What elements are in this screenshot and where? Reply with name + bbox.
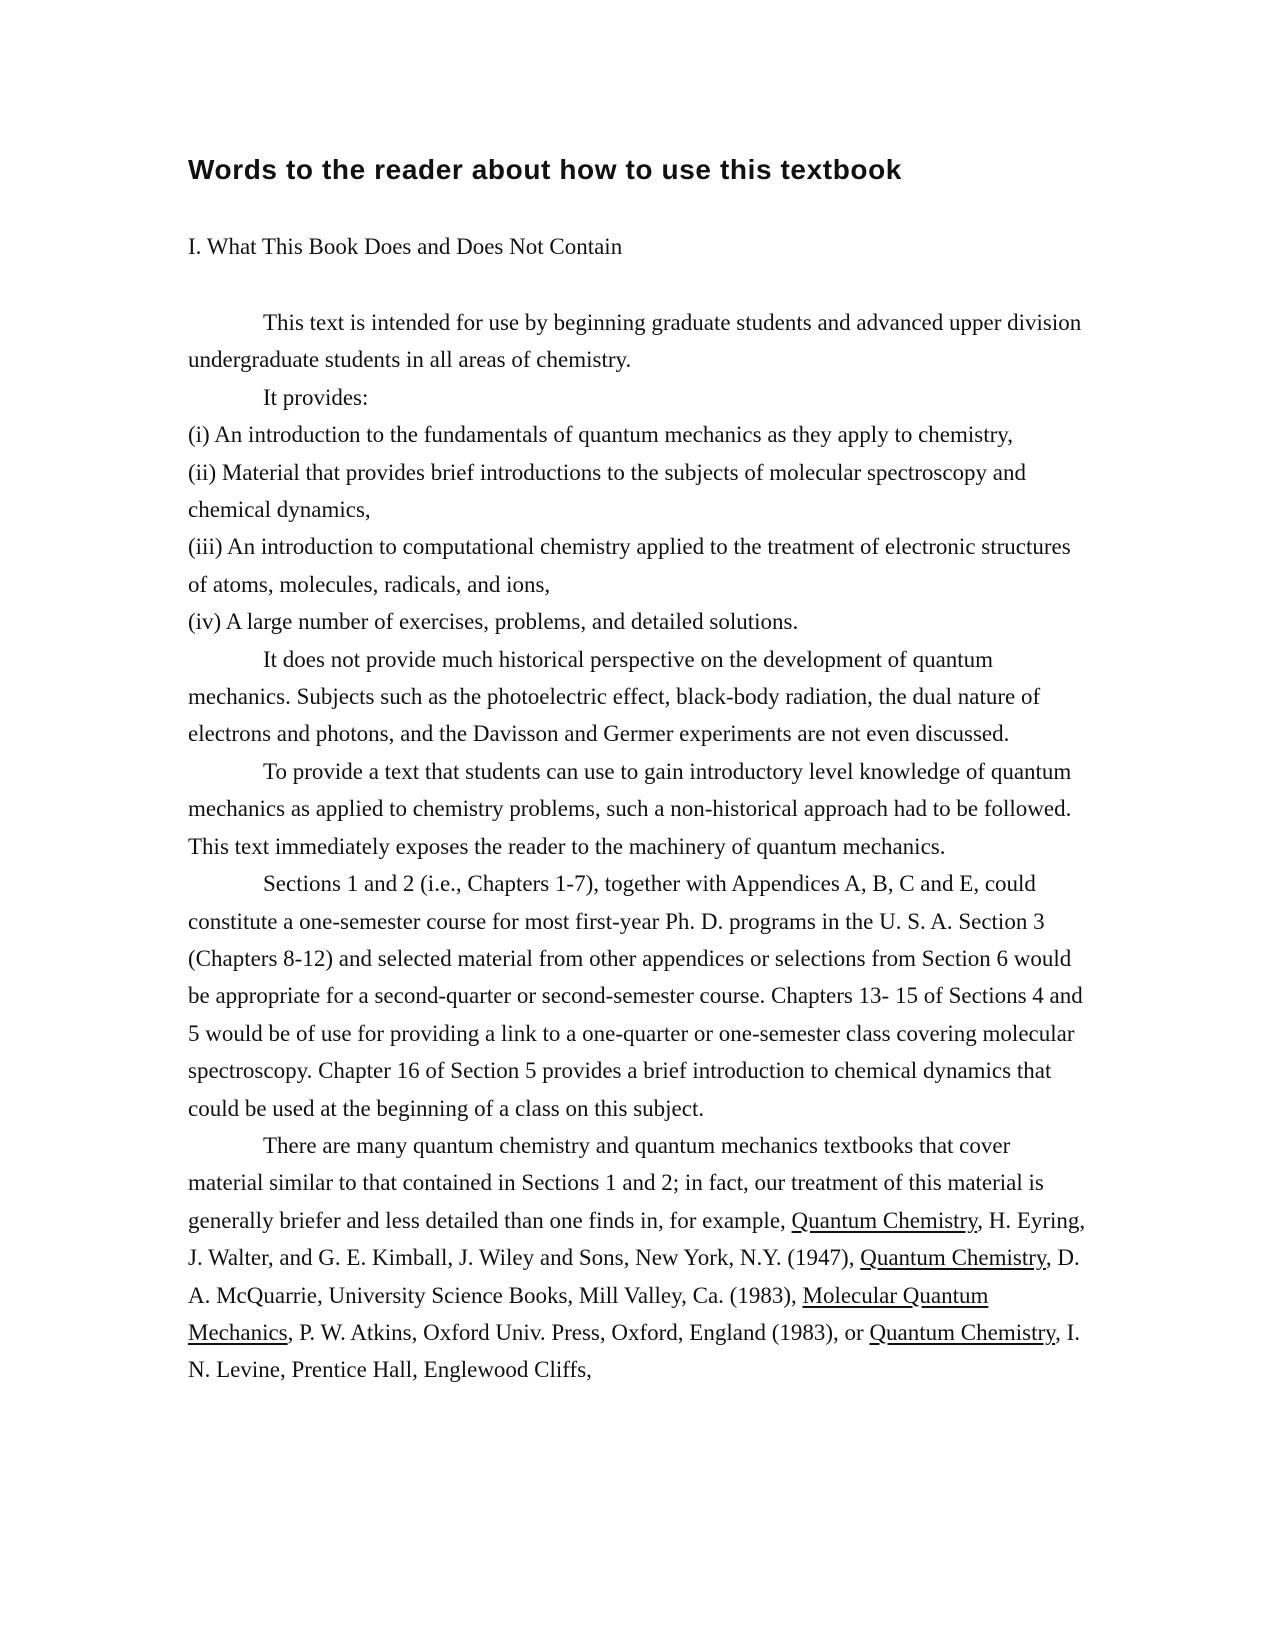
list-item-iii: (iii) An introduction to computational chemistry applied to the treatment of electronic structures of atoms, molecules, radicals, and ions, xyxy=(188,534,1071,597)
section-heading: I. What This Book Does and Does Not Contain xyxy=(188,234,623,259)
reference-details: , H. Eyring, J. Walter, and G. E. Kimball, J. Wiley and Sons, New York, N.Y. (1947), xyxy=(188,1207,1086,1271)
paragraph-other-textbooks xyxy=(188,1127,1088,1389)
reference-details: , I. N. Levine, Prentice Hall, Englewood Cliffs, xyxy=(188,1319,1081,1383)
reference-details: , D. A. McQuarrie, University Science Books, Mill Valley, Ca. (1983), xyxy=(188,1245,1080,1308)
reference-title: Quantum Chemistry xyxy=(791,1207,978,1233)
paragraph-intended-audience: This text is intended for use by beginning graduate students and advanced upper division undergraduate students in all areas of chemistry. xyxy=(188,310,1082,373)
list-item-i: (i) An introduction to the fundamentals of quantum mechanics as they apply to chemistry, xyxy=(188,422,1014,448)
reference-title: Quantum Chemistry xyxy=(860,1245,1046,1271)
paragraph-course-sections: Sections 1 and 2 (i.e., Chapters 1-7), together with Appendices A, B, C and E, could constitute a one-semester course for most first-year Ph. D. programs in the U. S. A. Section 3 (Chapters 8-12) and selected material from other appendices or selections from Section 6 would be appropriate for a second-quarter or second-semester course. Chapters 13- 15 of Sections 4 and 5 would be of use for providing a link to a one-quarter or one-semester class covering molecular spectroscopy. Chapter 16 of Section 5 provides a brief introduction to chemical dynamics that could be used at the beginning of a class on this subject. xyxy=(188,871,1083,1121)
reference-title: Quantum Chemistry xyxy=(869,1319,1056,1345)
paragraph-non-historical-approach: To provide a text that students can use to gain introductory level knowledge of quantum mechanics as applied to chemistry problems, such a non-historical approach had to be followed. This text immediately exposes the reader to the machinery of quantum mechanics. xyxy=(188,758,1072,859)
document-page xyxy=(188,150,1088,1389)
paragraph-it-provides: It provides: xyxy=(263,384,369,410)
list-item-ii: (ii) Material that provides brief introductions to the subjects of molecular spectroscopy and chemical dynamics, xyxy=(188,459,1026,523)
reference-details: , P. W. Atkins, Oxford Univ. Press, Oxford, England (1983), or xyxy=(287,1319,870,1345)
page-title: Words to the reader about how to use this textbook xyxy=(188,154,902,185)
body-text xyxy=(188,304,1088,1389)
reference-title: Molecular Quantum Mechanics xyxy=(188,1282,989,1345)
list-item-iv: (iv) A large number of exercises, problems, and detailed solutions. xyxy=(188,609,799,635)
paragraph-text: There are many quantum chemistry and quantum mechanics textbooks that cover material similar to that contained in Sections 1 and 2; in fact, our treatment of this material is generally briefer and less detailed than one finds in, for example, xyxy=(188,1132,1044,1233)
paragraph-historical-perspective: It does not provide much historical perspective on the development of quantum mechanics. Subjects such as the photoelectric effect, black-body radiation, the dual nature of electrons and photons, and the Davisson and Germer experiments are not even discussed. xyxy=(188,646,1041,747)
